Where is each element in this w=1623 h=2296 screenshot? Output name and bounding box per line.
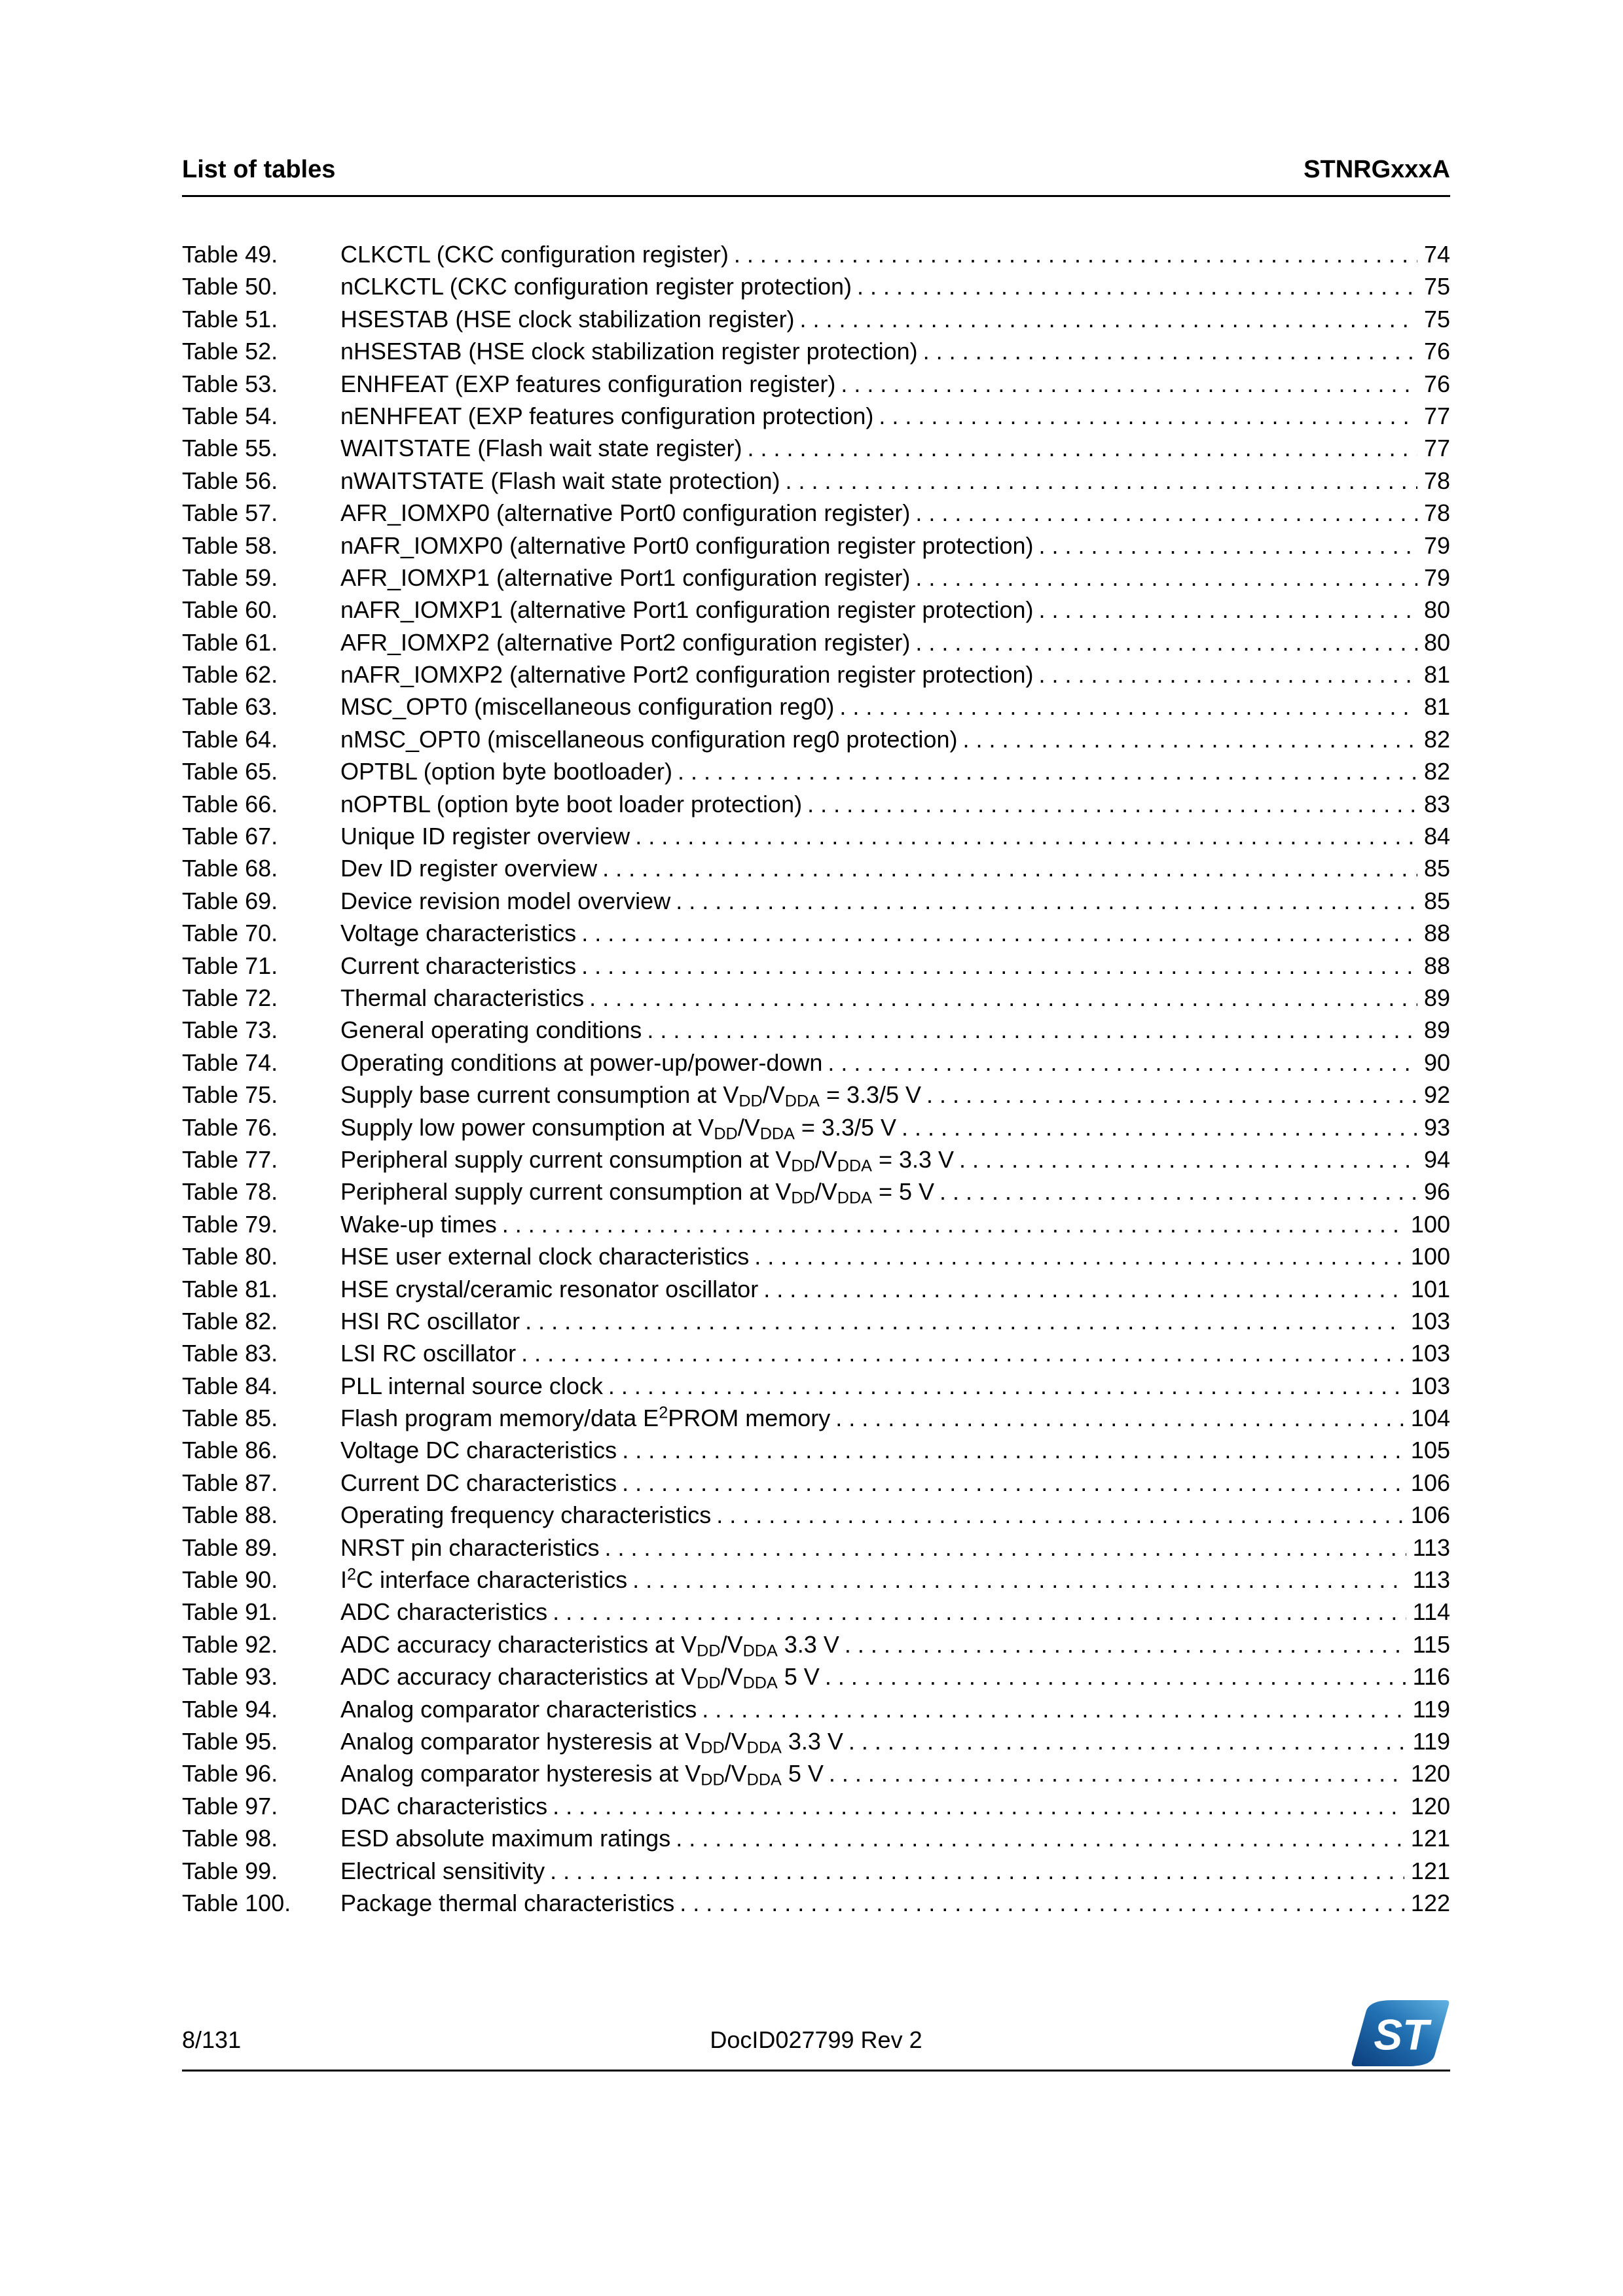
toc-dot-leader [553, 1598, 1406, 1626]
toc-entry-page: 106 [1410, 1469, 1450, 1496]
toc-entry-page: 85 [1423, 855, 1450, 882]
toc-entry-page: 77 [1423, 435, 1450, 462]
toc-entry-page: 81 [1423, 693, 1450, 721]
toc-entry-label: Table 53. [182, 370, 278, 397]
toc-entry-title: nAFR_IOMXP0 (alternative Port0 configuration register protection) [340, 531, 1034, 559]
toc-dot-leader [959, 1146, 1417, 1174]
toc-entry[interactable] [182, 1308, 1450, 1340]
toc-entry[interactable] [182, 1178, 1450, 1210]
toc-entry-page: 77 [1423, 402, 1450, 429]
toc-dot-leader [915, 499, 1417, 527]
toc-dot-leader [939, 1178, 1417, 1206]
toc-entry-label: Table 71. [182, 952, 278, 979]
toc-entry-page: 92 [1423, 1081, 1450, 1109]
toc-entry-page: 82 [1423, 725, 1450, 753]
header-doc-title: STNRGxxxA [1304, 156, 1450, 183]
toc-entry-page: 78 [1423, 467, 1450, 494]
toc-entry-title: Current characteristics [340, 952, 577, 979]
toc-entry-page: 83 [1423, 790, 1450, 817]
toc-entry[interactable] [182, 403, 1450, 435]
toc-dot-leader [845, 1631, 1406, 1659]
toc-list [182, 241, 1450, 1922]
toc-dot-leader [581, 952, 1417, 980]
toc-entry-page: 119 [1412, 1695, 1450, 1723]
toc-entry-page: 100 [1410, 1210, 1450, 1238]
toc-entry-title: Wake-up times [340, 1210, 497, 1238]
toc-dot-leader [550, 1857, 1404, 1885]
toc-entry-label: Table 55. [182, 435, 278, 462]
toc-entry-page: 89 [1423, 1016, 1450, 1044]
toc-entry-page: 79 [1423, 531, 1450, 559]
toc-entry-title: Dev ID register overview [340, 855, 598, 882]
toc-dot-leader [676, 1825, 1404, 1852]
toc-entry-label: Table 86. [182, 1437, 278, 1464]
toc-dot-leader [807, 791, 1417, 818]
toc-entry-title: nWAITSTATE (Flash wait state protection) [340, 467, 780, 494]
toc-entry-title: Analog comparator hysteresis at $V_{DD}/V_{DDA}$ 5 V [340, 1760, 824, 1789]
toc-entry-page: 78 [1423, 499, 1450, 527]
toc-entry-label: Table 79. [182, 1210, 278, 1238]
toc-entry-label: Table 73. [182, 1016, 278, 1044]
toc-dot-leader [848, 1728, 1406, 1755]
toc-entry-title: PLL internal source clock [340, 1372, 603, 1399]
toc-entry-page: 93 [1423, 1113, 1450, 1141]
toc-entry-page: 85 [1423, 887, 1450, 914]
toc-entry[interactable] [182, 1114, 1450, 1146]
toc-dot-leader [521, 1340, 1404, 1367]
toc-entry-title: Thermal characteristics [340, 984, 585, 1011]
toc-entry-label: Table 90. [182, 1566, 278, 1594]
toc-entry[interactable] [182, 952, 1450, 984]
toc-entry[interactable] [182, 791, 1450, 823]
toc-entry-title: nOPTBL (option byte boot loader protection) [340, 790, 803, 817]
toc-entry-page: 115 [1412, 1630, 1450, 1658]
toc-entry-page: 80 [1423, 628, 1450, 656]
toc-dot-leader [680, 1890, 1404, 1917]
toc-dot-leader [786, 467, 1417, 495]
toc-entry[interactable] [182, 1728, 1450, 1760]
toc-entry-label: Table 100. [182, 1889, 291, 1916]
toc-entry-title: Voltage DC characteristics [340, 1437, 617, 1464]
toc-entry-label: Table 80. [182, 1243, 278, 1270]
toc-entry-page: 76 [1423, 370, 1450, 397]
toc-entry[interactable] [182, 1663, 1450, 1695]
toc-entry-page: 119 [1412, 1727, 1450, 1755]
toc-entry-title: Unique ID register overview [340, 823, 630, 850]
toc-entry[interactable] [182, 241, 1450, 273]
page-footer [182, 1998, 1450, 2072]
toc-entry[interactable] [182, 564, 1450, 596]
toc-dot-leader [962, 726, 1417, 753]
toc-entry-page: 76 [1423, 338, 1450, 365]
toc-entry-title: nAFR_IOMXP2 (alternative Port2 configuration register protection) [340, 661, 1034, 689]
toc-entry-label: Table 92. [182, 1630, 278, 1658]
toc-entry-title: ESD absolute maximum ratings [340, 1825, 671, 1852]
toc-entry-title: nCLKCTL (CKC configuration register protection) [340, 273, 852, 300]
toc-entry-page: 80 [1423, 596, 1450, 624]
toc-entry-title: MSC_OPT0 (miscellaneous configuration reg0) [340, 693, 835, 721]
toc-entry-title: OPTBL (option byte bootloader) [340, 758, 672, 785]
toc-entry-page: 75 [1423, 305, 1450, 332]
toc-dot-leader [647, 1016, 1417, 1044]
toc-dot-leader [702, 1696, 1406, 1723]
toc-entry-label: Table 83. [182, 1340, 278, 1367]
toc-entry-title: Operating frequency characteristics [340, 1501, 712, 1529]
toc-entry-label: Table 81. [182, 1275, 278, 1302]
toc-entry[interactable] [182, 855, 1450, 887]
header-rule [182, 195, 1450, 197]
toc-entry-page: 81 [1423, 661, 1450, 689]
toc-entry-title: Supply low power consumption at $V_{DD}/V_{DDA} = 3.3/5$ V [340, 1113, 897, 1143]
toc-entry-label: Table 74. [182, 1049, 278, 1076]
toc-entry-page: 113 [1412, 1566, 1450, 1594]
toc-dot-leader [923, 338, 1417, 365]
toc-entry-label: Table 67. [182, 823, 278, 850]
toc-entry-page: 88 [1423, 920, 1450, 947]
toc-entry-title: DAC characteristics [340, 1792, 548, 1820]
toc-entry-title: $I^2C$ interface characteristics [340, 1565, 628, 1594]
toc-entry-label: Table 60. [182, 596, 278, 624]
toc-entry[interactable] [182, 435, 1450, 467]
toc-entry[interactable] [182, 1405, 1450, 1437]
toc-entry-page: 106 [1410, 1501, 1450, 1529]
toc-entry-label: Table 54. [182, 402, 278, 429]
toc-entry-title: HSE crystal/ceramic resonator oscillator [340, 1275, 759, 1302]
page-header [182, 156, 1450, 184]
toc-entry-label: Table 88. [182, 1501, 278, 1529]
toc-entry-title: Electrical sensitivity [340, 1857, 545, 1884]
toc-entry-title: AFR_IOMXP1 (alternative Port1 configuration register) [340, 564, 911, 591]
toc-entry-title: CLKCTL (CKC configuration register) [340, 241, 729, 268]
toc-entry-label: Table 94. [182, 1695, 278, 1723]
toc-entry-page: 103 [1410, 1307, 1450, 1335]
toc-dot-leader [857, 273, 1417, 300]
footer-page-indicator: 8/131 [182, 2026, 242, 2053]
toc-entry[interactable] [182, 888, 1450, 920]
toc-entry-label: Table 51. [182, 305, 278, 332]
toc-entry-page: 105 [1410, 1437, 1450, 1464]
toc-dot-leader [915, 629, 1417, 656]
toc-entry[interactable] [182, 693, 1450, 725]
toc-entry-page: 114 [1412, 1598, 1450, 1626]
toc-entry[interactable] [182, 1890, 1450, 1922]
toc-entry-page: 96 [1423, 1178, 1450, 1206]
toc-dot-leader [632, 1566, 1406, 1594]
toc-entry-label: Table 82. [182, 1307, 278, 1335]
toc-entry-title: nENHFEAT (EXP features configuration protection) [340, 402, 874, 429]
toc-entry-title: nHSESTAB (HSE clock stabilization register protection) [340, 338, 918, 365]
toc-entry-title: AFR_IOMXP0 (alternative Port0 configuration register) [340, 499, 911, 527]
toc-entry-title: Voltage characteristics [340, 920, 577, 947]
toc-entry[interactable] [182, 1469, 1450, 1501]
toc-entry[interactable] [182, 629, 1450, 661]
toc-dot-leader [604, 1534, 1406, 1562]
toc-entry[interactable] [182, 1857, 1450, 1890]
toc-dot-leader [915, 564, 1417, 592]
toc-entry[interactable] [182, 823, 1450, 855]
toc-entry-title: HSE user external clock characteristics [340, 1243, 750, 1270]
toc-entry[interactable] [182, 1501, 1450, 1534]
toc-entry-title: Operating conditions at power-up/power-down [340, 1049, 823, 1076]
toc-entry-label: Table 52. [182, 338, 278, 365]
toc-entry-title: Current DC characteristics [340, 1469, 617, 1496]
toc-entry[interactable] [182, 467, 1450, 499]
toc-dot-leader [828, 1049, 1417, 1077]
toc-entry-page: 84 [1423, 823, 1450, 850]
toc-entry-page: 100 [1410, 1243, 1450, 1270]
toc-entry[interactable] [182, 1372, 1450, 1405]
toc-dot-leader [581, 920, 1417, 947]
toc-entry-title: NRST pin characteristics [340, 1534, 600, 1561]
toc-entry-page: 103 [1410, 1372, 1450, 1399]
toc-entry-label: Table 99. [182, 1857, 278, 1884]
toc-dot-leader [622, 1437, 1404, 1464]
toc-dot-leader [676, 888, 1417, 915]
toc-entry[interactable] [182, 1825, 1450, 1857]
toc-entry-page: 116 [1412, 1663, 1450, 1691]
toc-entry[interactable] [182, 499, 1450, 531]
toc-entry[interactable] [182, 338, 1450, 370]
toc-entry-label: Table 64. [182, 725, 278, 753]
toc-dot-leader [763, 1276, 1404, 1303]
toc-entry-title: LSI RC oscillator [340, 1340, 517, 1367]
toc-dot-leader [1038, 661, 1417, 689]
toc-entry-page: 74 [1423, 241, 1450, 268]
toc-entry[interactable] [182, 1760, 1450, 1792]
toc-entry[interactable] [182, 661, 1450, 693]
toc-entry[interactable] [182, 370, 1450, 403]
toc-entry-title: Analog comparator characteristics [340, 1695, 697, 1723]
toc-entry-label: Table 98. [182, 1825, 278, 1852]
toc-dot-leader [829, 1760, 1404, 1787]
toc-dot-leader [622, 1469, 1404, 1497]
toc-entry-label: Table 78. [182, 1178, 278, 1206]
footer-doc-id: DocID027799 Rev 2 [710, 2026, 922, 2053]
toc-entry-page: 89 [1423, 984, 1450, 1011]
toc-entry-label: Table 61. [182, 628, 278, 656]
toc-entry-label: Table 70. [182, 920, 278, 947]
toc-entry-label: Table 68. [182, 855, 278, 882]
toc-dot-leader [902, 1114, 1417, 1141]
header-section-title: List of tables [182, 156, 336, 183]
toc-entry-page: 104 [1410, 1405, 1450, 1432]
toc-entry-title: ADC accuracy characteristics at $V_{DD}/V_{DDA}$ 5 V [340, 1663, 820, 1693]
toc-entry-title: ENHFEAT (EXP features configuration register) [340, 370, 836, 397]
toc-entry[interactable] [182, 1696, 1450, 1728]
toc-entry[interactable] [182, 1534, 1450, 1566]
toc-entry-title: AFR_IOMXP2 (alternative Port2 configuration register) [340, 628, 911, 656]
toc-entry[interactable] [182, 758, 1450, 790]
toc-entry-page: 88 [1423, 952, 1450, 979]
toc-entry-label: Table 57. [182, 499, 278, 527]
toc-entry[interactable] [182, 1146, 1450, 1178]
toc-entry-label: Table 91. [182, 1598, 278, 1626]
toc-entry-title: HSESTAB (HSE clock stabilization register) [340, 305, 795, 332]
toc-entry-page: 90 [1423, 1049, 1450, 1076]
toc-entry[interactable] [182, 984, 1450, 1016]
toc-dot-leader [825, 1663, 1406, 1691]
toc-dot-leader [1038, 596, 1417, 624]
toc-entry-title: WAITSTATE (Flash wait state register) [340, 435, 742, 462]
toc-entry[interactable] [182, 1016, 1450, 1049]
toc-entry-label: Table 59. [182, 564, 278, 591]
toc-dot-leader [835, 1405, 1404, 1432]
toc-entry-label: Table 56. [182, 467, 278, 494]
toc-entry-page: 75 [1423, 273, 1450, 300]
toc-entry-label: Table 63. [182, 693, 278, 721]
toc-entry-label: Table 75. [182, 1081, 278, 1109]
toc-entry[interactable] [182, 1211, 1450, 1243]
toc-dot-leader [800, 306, 1417, 333]
toc-entry-label: Table 84. [182, 1372, 278, 1399]
toc-entry-title: General operating conditions [340, 1016, 642, 1044]
toc-entry[interactable] [182, 1793, 1450, 1825]
toc-entry-label: Table 96. [182, 1760, 278, 1787]
toc-entry-title: HSI RC oscillator [340, 1307, 520, 1335]
toc-entry-label: Table 72. [182, 984, 278, 1011]
toc-entry-title: Peripheral supply current consumption at $V_{DD}/V_{DDA} = 5$ V [340, 1178, 935, 1208]
toc-entry-page: 79 [1423, 564, 1450, 591]
toc-entry-label: Table 93. [182, 1663, 278, 1691]
toc-entry-page: 82 [1423, 758, 1450, 785]
toc-entry-page: 120 [1410, 1792, 1450, 1820]
toc-entry-page: 113 [1412, 1534, 1450, 1561]
toc-entry-title: Peripheral supply current consumption at $V_{DD}/V_{DDA} = 3.3$ V [340, 1145, 955, 1175]
toc-dot-leader [926, 1081, 1417, 1109]
toc-entry-label: Table 77. [182, 1145, 278, 1173]
toc-entry-page: 120 [1410, 1760, 1450, 1787]
toc-entry-title: Analog comparator hysteresis at $V_{DD}/V_{DDA}$ 3.3 V [340, 1727, 843, 1757]
toc-entry[interactable] [182, 1598, 1450, 1630]
toc-dot-leader [879, 403, 1417, 430]
toc-entry[interactable] [182, 273, 1450, 305]
toc-dot-leader [553, 1793, 1404, 1820]
toc-dot-leader [608, 1372, 1404, 1400]
toc-entry[interactable] [182, 1566, 1450, 1598]
toc-entry-page: 121 [1410, 1825, 1450, 1852]
toc-entry-page: 121 [1410, 1857, 1450, 1884]
toc-entry-label: Table 49. [182, 241, 278, 268]
toc-dot-leader [841, 370, 1417, 398]
toc-dot-leader [754, 1243, 1404, 1270]
toc-entry-label: Table 97. [182, 1792, 278, 1820]
toc-entry[interactable] [182, 1437, 1450, 1469]
toc-dot-leader [716, 1501, 1404, 1529]
toc-entry-label: Table 69. [182, 887, 278, 914]
toc-entry[interactable] [182, 1243, 1450, 1275]
toc-dot-leader [589, 984, 1417, 1012]
toc-dot-leader [678, 758, 1417, 785]
toc-entry-title: Package thermal characteristics [340, 1889, 675, 1916]
toc-dot-leader [1038, 532, 1417, 560]
toc-entry[interactable] [182, 532, 1450, 564]
st-logo [1351, 2000, 1450, 2066]
toc-dot-leader [502, 1211, 1404, 1238]
toc-entry-label: Table 89. [182, 1534, 278, 1561]
toc-dot-leader [734, 241, 1417, 268]
toc-entry-label: Table 65. [182, 758, 278, 785]
toc-entry[interactable] [182, 596, 1450, 628]
toc-entry-title: ADC accuracy characteristics at $V_{DD}/V_{DDA}$ 3.3 V [340, 1630, 839, 1660]
toc-dot-leader [525, 1308, 1404, 1335]
toc-entry-page: 101 [1410, 1275, 1450, 1302]
toc-dot-leader [602, 855, 1417, 882]
toc-entry-title: Supply base current consumption at $V_{DD}/V_{DDA} = 3.3/5$ V [340, 1081, 922, 1111]
toc-dot-leader [747, 435, 1417, 462]
toc-entry-title: ADC characteristics [340, 1598, 548, 1626]
toc-entry-label: Table 50. [182, 273, 278, 300]
toc-entry[interactable] [182, 1631, 1450, 1663]
toc-entry-page: 103 [1410, 1340, 1450, 1367]
toc-dot-leader [635, 823, 1417, 850]
toc-entry[interactable] [182, 920, 1450, 952]
toc-entry-page: 94 [1423, 1145, 1450, 1173]
toc-entry-title: Device revision model overview [340, 887, 671, 914]
toc-entry[interactable] [182, 1276, 1450, 1308]
st-logo-text: ST [1374, 2011, 1429, 2059]
toc-dot-leader [839, 693, 1417, 721]
toc-entry-title: nAFR_IOMXP1 (alternative Port1 configuration register protection) [340, 596, 1034, 624]
toc-entry-title: Flash program memory/data $E^2PROM$ memory [340, 1403, 831, 1432]
toc-entry-label: Table 62. [182, 661, 278, 689]
toc-entry-label: Table 85. [182, 1405, 278, 1432]
toc-entry-label: Table 95. [182, 1727, 278, 1755]
toc-entry-label: Table 87. [182, 1469, 278, 1496]
toc-entry[interactable] [182, 1340, 1450, 1372]
toc-entry[interactable] [182, 306, 1450, 338]
toc-entry-title: nMSC_OPT0 (miscellaneous configuration reg0 protection) [340, 725, 958, 753]
toc-entry-label: Table 58. [182, 531, 278, 559]
toc-entry[interactable] [182, 726, 1450, 758]
toc-entry[interactable] [182, 1081, 1450, 1113]
toc-entry[interactable] [182, 1049, 1450, 1081]
toc-entry-page: 122 [1410, 1889, 1450, 1916]
toc-entry-label: Table 66. [182, 790, 278, 817]
toc-entry-label: Table 76. [182, 1113, 278, 1141]
